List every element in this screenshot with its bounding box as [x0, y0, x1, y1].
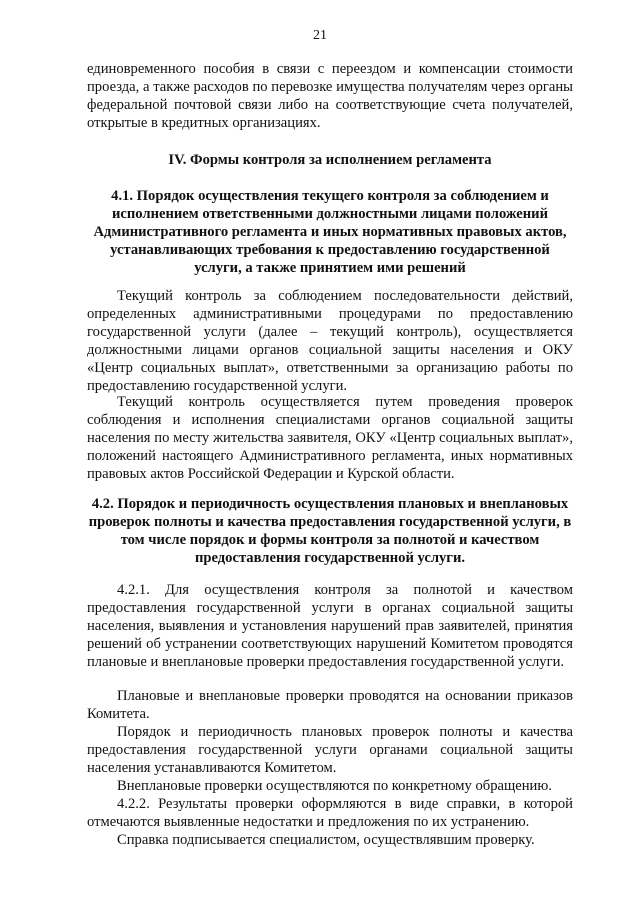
section-heading: IV. Формы контроля за исполнением регламента [168, 152, 492, 168]
paragraph-certificate-signature: Справка подписывается специалистом, осуществлявшим проверку. [117, 832, 535, 848]
paragraph-current-control-method: Текущий контроль осуществляется путем проведения проверок соблюдения и исполнения специалистами органов социальной защиты населения по месту жительства заявителя, ОКУ «Центр социальных выплат», положений настоящего Административного регламента, иных нормативных правовых актов Российской Федерации и Курской области. [87, 394, 573, 482]
paragraph-4-2-2: 4.2.2. Результаты проверки оформляются в виде справки, в которой отмечаются выявленные недостатки и предложения по их устранению. [87, 796, 573, 830]
paragraph-4-2-1: 4.2.1. Для осуществления контроля за полнотой и качеством предоставления государственной услуги в органах социальной защиты населения, выявления и установления нарушений прав заявителей, принятия решений об устранении соответствующих нарушений Комитетом проводятся плановые и внеплановые проверки предоставления государственной услуги. [87, 582, 573, 670]
paragraph-continuation: единовременного пособия в связи с переездом и компенсации стоимости проезда, а также расходов по перевозке имущества получателям через органы федеральной почтовой связи либо на соответствующие счета получателей, открытые в кредитных организациях. [87, 61, 573, 131]
paragraph-checks-basis: Плановые и внеплановые проверки проводятся на основании приказов Комитета. [87, 688, 573, 722]
subsection-4-1-heading: 4.1. Порядок осуществления текущего контроля за соблюдением и исполнением ответственными должностными лицами положений Административного регламента и иных нормативных правовых актов, устанавливающих требования к предоставлению государственной услуги, а также принятием ими решений [93, 188, 567, 276]
paragraph-unscheduled-checks: Внеплановые проверки осуществляются по конкретному обращению. [117, 778, 552, 794]
paragraph-current-control: Текущий контроль за соблюдением последовательности действий, определенных административными процедурами по предоставлению государственной услуги (далее – текущий контроль), осуществляется должностными лицами органов социальной защиты населения и ОКУ «Центр социальных выплат», ответственными за организацию работы по предоставлению государственной услуги. [87, 288, 573, 394]
paragraph-checks-order: Порядок и периодичность плановых проверок полноты и качества предоставления государственной услуги органами социальной защиты населения устанавливаются Комитетом. [87, 724, 573, 776]
page-number: 21 [313, 28, 327, 43]
subsection-4-2-heading: 4.2. Порядок и периодичность осуществления плановых и внеплановых проверок полноты и качества предоставления государственной услуги, в том числе порядок и формы контроля за полнотой и качеством предоставления государственной услуги. [88, 496, 572, 566]
